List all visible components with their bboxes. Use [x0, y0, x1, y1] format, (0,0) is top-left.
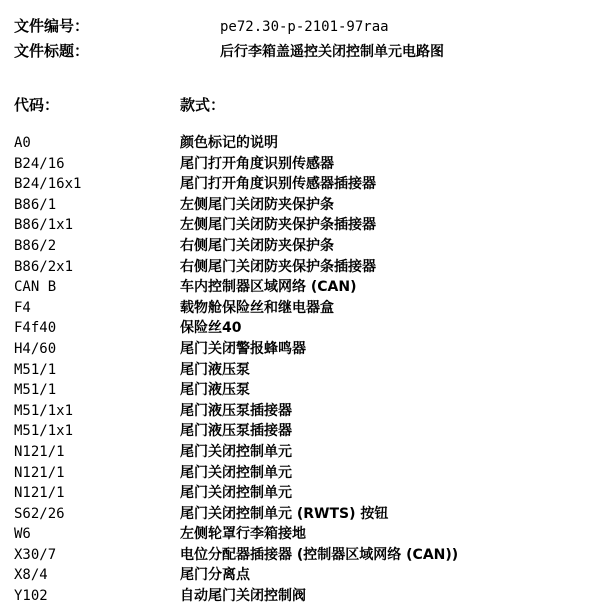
component-description: 尾门分离点 [180, 567, 250, 584]
component-description: 左侧尾门关闭防夹保护条插接器 [180, 217, 376, 234]
list-item [0, 154, 602, 175]
component-description: 右侧尾门关闭防夹保护条 [180, 237, 334, 254]
doc-number-label: 文件编号： [14, 17, 90, 35]
component-description: 尾门液压泵插接器 [180, 423, 292, 440]
component-description: 保险丝40 [180, 320, 242, 337]
component-code: X8/4 [14, 567, 48, 584]
component-description: 尾门关闭控制单元 (RWTS) 按钮 [180, 505, 389, 522]
list-item [0, 195, 602, 216]
list-item [0, 236, 602, 257]
component-code: N121/1 [14, 464, 65, 481]
component-description: 尾门打开角度识别传感器 [180, 155, 334, 172]
component-code: B86/1x1 [14, 217, 74, 234]
component-code: S62/26 [14, 505, 65, 522]
component-code: N121/1 [14, 485, 65, 502]
component-description: 左侧轮罩行李箱接地 [180, 526, 306, 543]
component-code: W6 [14, 526, 31, 543]
component-code: B86/2x1 [14, 258, 74, 275]
component-code: F4 [14, 299, 31, 316]
component-code: B86/2 [14, 237, 57, 254]
component-description: 颜色标记的说明 [180, 135, 278, 151]
component-code: Y102 [14, 588, 48, 605]
component-description: 尾门液压泵 [180, 382, 250, 399]
component-code: B24/16 [14, 155, 65, 172]
component-code: A0 [14, 135, 31, 151]
list-item [0, 277, 602, 298]
component-description: 尾门关闭控制单元 [180, 464, 292, 481]
component-description: 车内控制器区域网络 (CAN) [180, 279, 357, 296]
list-item [0, 504, 602, 525]
list-item [0, 442, 602, 463]
component-code: CAN B [14, 279, 57, 296]
list-item [0, 380, 602, 401]
list-item [0, 133, 602, 154]
list-item [0, 174, 602, 195]
component-list [0, 133, 602, 607]
component-code: B86/1 [14, 196, 57, 213]
list-item [0, 524, 602, 545]
doc-title-label: 文件标题： [14, 42, 90, 60]
component-code: M51/1x1 [14, 423, 74, 440]
component-description: 右侧尾门关闭防夹保护条插接器 [180, 258, 376, 275]
list-item [0, 318, 602, 339]
list-item [0, 215, 602, 236]
component-description: 尾门关闭警报蜂鸣器 [180, 340, 306, 357]
list-item [0, 463, 602, 484]
component-description: 尾门关闭控制单元 [180, 485, 292, 502]
component-code: X30/7 [14, 546, 57, 563]
component-description: 尾门液压泵插接器 [180, 402, 292, 419]
list-item [0, 298, 602, 319]
list-item [0, 360, 602, 381]
doc-title-value: 后行李箱盖遥控关闭控制单元电路图 [220, 44, 444, 60]
component-code: B24/16x1 [14, 176, 82, 193]
list-item [0, 421, 602, 442]
component-code: H4/60 [14, 340, 57, 357]
component-description: 电位分配器插接器 (控制器区域网络 (CAN)) [180, 546, 459, 563]
list-item [0, 483, 602, 504]
component-description: 尾门关闭控制单元 [180, 443, 292, 460]
component-description: 载物舱保险丝和继电器盒 [180, 299, 334, 316]
component-description: 尾门液压泵 [180, 361, 250, 378]
component-code: M51/1x1 [14, 402, 74, 419]
component-description: 尾门打开角度识别传感器插接器 [180, 176, 376, 193]
list-item [0, 401, 602, 422]
column-header-style: 款式： [180, 96, 226, 114]
list-item [0, 545, 602, 566]
doc-number-value: pe72.30-p-2101-97raa [220, 19, 389, 35]
component-code: M51/1 [14, 361, 57, 378]
component-code: N121/1 [14, 443, 65, 460]
list-item [0, 339, 602, 360]
component-description: 自动尾门关闭控制阀 [180, 588, 306, 605]
component-code: F4f40 [14, 320, 57, 337]
component-code: M51/1 [14, 382, 57, 399]
list-item [0, 257, 602, 278]
component-description: 左侧尾门关闭防夹保护条 [180, 196, 334, 213]
list-item [0, 565, 602, 586]
column-header-code: 代码： [14, 96, 60, 114]
